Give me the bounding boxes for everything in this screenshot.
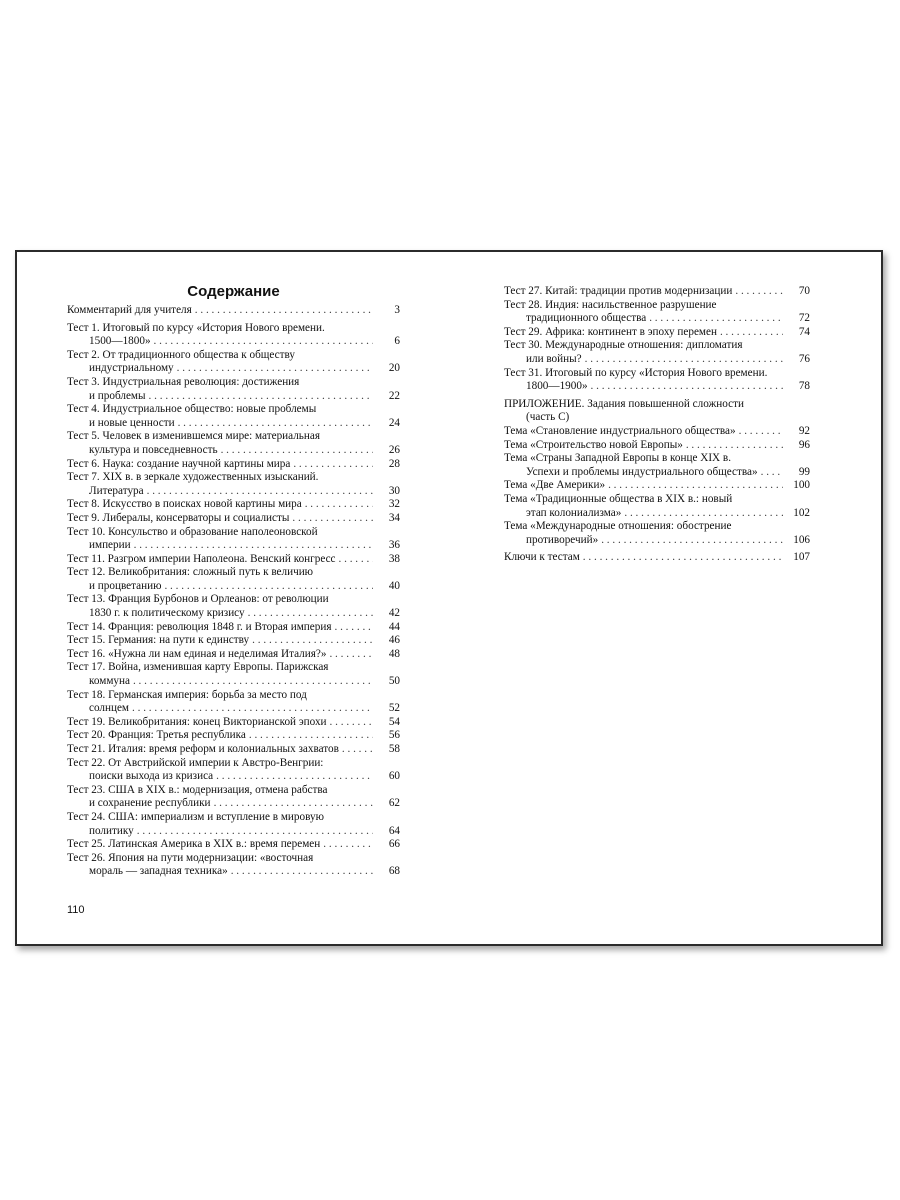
- toc-page-number: 74: [798, 325, 810, 338]
- toc-page-number: 107: [793, 551, 810, 564]
- dot-leader: [334, 621, 373, 635]
- toc-page-number: 44: [388, 620, 400, 633]
- toc-entry-text: солнцем: [89, 702, 130, 715]
- toc-entry-text: индустриальному: [89, 362, 174, 375]
- toc-page-number: 3: [394, 304, 400, 316]
- toc-entry-text: поиски выхода из кризиса: [89, 770, 214, 783]
- toc-page-number: 96: [798, 438, 810, 451]
- dot-leader: [323, 838, 373, 852]
- toc-entry-line: [67, 444, 400, 458]
- toc-entry-line: [67, 743, 400, 757]
- dot-leader: [585, 353, 783, 367]
- toc-entry: [67, 322, 400, 349]
- toc-entry: [67, 376, 400, 403]
- toc-entry-text: Тест 16. «Нужна ли нам единая и неделимая Италия?»: [67, 647, 327, 660]
- toc-page-number: 42: [388, 607, 400, 620]
- toc-page-number: 76: [798, 352, 810, 365]
- toc-page-number: 78: [798, 380, 810, 393]
- toc-entry-line: Тест 12. Великобритания: сложный путь к величию: [67, 566, 314, 579]
- dot-leader: [761, 466, 783, 480]
- toc-entry: [67, 784, 400, 811]
- toc-page-number: 24: [388, 416, 400, 429]
- toc-entry-line: Тест 5. Человек в изменившемся мире: материальная: [67, 430, 321, 443]
- dot-leader: [221, 444, 373, 458]
- toc-page-number: 6: [394, 335, 400, 348]
- dot-leader: [739, 425, 783, 439]
- toc-page-number: 56: [388, 729, 400, 742]
- toc-entry: [67, 498, 400, 512]
- dot-leader: [177, 362, 373, 376]
- page-title: Содержание: [187, 283, 280, 300]
- toc-entry-line: Тест 2. От традиционного общества к обществу: [67, 348, 295, 361]
- dot-leader: [164, 580, 373, 594]
- toc-entry-line: [67, 498, 400, 512]
- toc-entry: [504, 520, 810, 547]
- toc-entry-line: ПРИЛОЖЕНИЕ. Задания повышенной сложности: [504, 397, 744, 410]
- toc-entry-line: [67, 702, 400, 716]
- toc-entry-line: Тест 31. Итоговый по курсу «История Нового времени.: [504, 366, 768, 379]
- toc-page-number: 60: [388, 770, 400, 783]
- toc-page-number: 54: [388, 715, 400, 728]
- toc-page-number: 26: [388, 443, 400, 456]
- toc-entry-line: [67, 580, 400, 594]
- toc-entry-text: или войны?: [526, 352, 582, 365]
- toc-page-number: 50: [388, 675, 400, 688]
- toc-page-number: 72: [798, 312, 810, 325]
- dot-leader: [339, 553, 373, 567]
- toc-entry-line: Тема «Международные отношения: обострение: [504, 520, 732, 533]
- toc-entry: [504, 398, 810, 425]
- toc-entry-line: [67, 865, 400, 879]
- toc-entry-line: [67, 607, 400, 621]
- toc-page-number: 20: [388, 362, 400, 375]
- dot-leader: [249, 729, 373, 743]
- contents-left-column: [67, 282, 400, 879]
- toc-entry-text: этап колониализма»: [526, 506, 622, 519]
- dot-leader: [624, 507, 783, 521]
- dot-leader: [608, 479, 783, 493]
- dot-leader: [735, 285, 783, 299]
- toc-entry-text: Тема «Становление индустриального общества»: [504, 424, 736, 437]
- toc-entry-line: [504, 479, 810, 493]
- toc-entry: [504, 439, 810, 453]
- toc-page-number: 99: [798, 465, 810, 478]
- toc-entry: [67, 349, 400, 376]
- toc-entry-text: коммуна: [89, 675, 130, 688]
- toc-page-number: 62: [388, 797, 400, 810]
- toc-entry: [67, 689, 400, 716]
- toc-entry-text: Литература: [89, 484, 144, 497]
- toc-entry: [504, 367, 810, 394]
- toc-entry-line: [67, 634, 400, 648]
- toc-page-number: 22: [388, 389, 400, 402]
- dot-leader: [686, 439, 783, 453]
- toc-entry-line: [67, 675, 400, 689]
- toc-page-number: 38: [388, 552, 400, 565]
- toc-entry-text: 1830 г. к политическому кризису: [89, 607, 245, 620]
- toc-entry: [67, 593, 400, 620]
- toc-page-number: 70: [798, 285, 810, 297]
- toc-entry-line: Тест 22. От Австрийской империи к Австро-Венгрии:: [67, 756, 324, 769]
- toc-entry-line: [67, 553, 400, 567]
- toc-entry-text: Ключи к тестам: [504, 551, 580, 564]
- toc-entry-line: Тест 13. Франция Бурбонов и Орлеанов: от революции: [67, 593, 329, 606]
- toc-entry-text: Тема «Строительство новой Европы»: [504, 438, 683, 451]
- dot-leader: [330, 716, 373, 730]
- toc-entry: [67, 566, 400, 593]
- toc-entry-line: [67, 838, 400, 852]
- toc-entry-text: противоречий»: [526, 533, 599, 546]
- dot-leader: [216, 770, 373, 784]
- toc-entry-text: Тест 11. Разгром империи Наполеона. Венский конгресс: [67, 552, 336, 565]
- toc-entry-line: [67, 825, 400, 839]
- toc-entry: [504, 493, 810, 520]
- toc-entry-line: [504, 380, 810, 394]
- toc-entry-text: Тест 15. Германия: на пути к единству: [67, 634, 250, 647]
- toc-entry-line: Тест 17. Война, изменившая карту Европы. Парижская: [67, 661, 329, 674]
- toc-entry-text: Тема «Две Америки»: [504, 479, 606, 492]
- toc-entry-line: [67, 539, 400, 553]
- toc-page-number: 48: [388, 647, 400, 660]
- toc-entry-line: [67, 797, 400, 811]
- toc-entry-text: 1500—1800»: [89, 335, 151, 348]
- toc-entry-text: Тест 27. Китай: традиции против модернизации: [504, 285, 733, 297]
- toc-entry: [504, 425, 810, 439]
- dot-leader: [329, 648, 373, 662]
- toc-entry-line: [504, 312, 810, 326]
- toc-entry-line: [67, 512, 400, 526]
- dot-leader: [601, 534, 783, 548]
- toc-entry-text: мораль — западная техника»: [89, 865, 228, 878]
- dot-leader: [583, 551, 783, 565]
- toc-entry: [67, 852, 400, 879]
- toc-entry-text: политику: [89, 824, 134, 837]
- dot-leader: [231, 865, 373, 879]
- toc-entry-line: [67, 304, 400, 318]
- toc-entry-text: и проблемы: [89, 389, 146, 402]
- toc-page-number: 100: [793, 479, 810, 492]
- contents-right-column: [504, 285, 810, 565]
- toc-entry: [504, 339, 810, 366]
- toc-entry: [67, 403, 400, 430]
- dot-leader: [214, 797, 373, 811]
- toc-entry: [67, 729, 400, 743]
- toc-page-number: 52: [388, 702, 400, 715]
- page-number: 110: [67, 904, 85, 916]
- toc-entry-line: [504, 285, 810, 299]
- toc-entry-line: Тема «Страны Западной Европы в конце XIX в.: [504, 452, 732, 465]
- book-spread: [15, 250, 883, 946]
- toc-page-number: 66: [388, 838, 400, 851]
- toc-entry-text: Тест 25. Латинская Америка в XIX в.: время перемен: [67, 838, 321, 851]
- toc-page-number: 102: [793, 506, 810, 519]
- toc-entry-line: Тест 1. Итоговый по курсу «История Нового времени.: [67, 321, 325, 334]
- toc-entry-text: и процветанию: [89, 579, 162, 592]
- toc-entry-text: культура и повседневность: [89, 443, 218, 456]
- toc-entry: [67, 304, 400, 318]
- toc-page-number: 64: [388, 824, 400, 837]
- toc-entry-text: империи: [89, 539, 131, 552]
- toc-entry-text: Комментарий для учителя: [67, 304, 192, 316]
- dot-leader: [305, 498, 373, 512]
- toc-entry-line: Тест 30. Международные отношения: дипломатия: [504, 339, 743, 352]
- dot-leader: [252, 634, 373, 648]
- toc-entry-line: [67, 770, 400, 784]
- toc-entry-text: Тест 20. Франция: Третья республика: [67, 729, 246, 742]
- toc-entry-line: Тест 24. США: империализм и вступление в мировую: [67, 810, 324, 823]
- toc-entry: [67, 648, 400, 662]
- toc-page-number: 28: [388, 457, 400, 470]
- toc-entry: [67, 553, 400, 567]
- toc-entry: [504, 551, 810, 565]
- toc-page-number: 46: [388, 634, 400, 647]
- toc-entry-line: [504, 466, 810, 480]
- dot-leader: [149, 390, 373, 404]
- toc-entry: [67, 661, 400, 688]
- toc-entry: [67, 838, 400, 852]
- toc-entry-line: Тест 28. Индия: насильственное разрушение: [504, 298, 717, 311]
- toc-page-number: 30: [388, 484, 400, 497]
- dot-leader: [248, 607, 373, 621]
- toc-entry-line: [67, 362, 400, 376]
- toc-entry-text: традиционного общества: [526, 312, 647, 325]
- toc-page-number: 40: [388, 579, 400, 592]
- toc-entry: [67, 471, 400, 498]
- toc-entry-line: [504, 353, 810, 367]
- toc-entry-text: Тест 19. Великобритания: конец Викторианской эпохи: [67, 715, 327, 728]
- toc-entry: [67, 458, 400, 472]
- dot-leader: [137, 825, 373, 839]
- dot-leader: [154, 335, 373, 349]
- toc-entry-line: Тест 7. XIX в. в зеркале художественных изысканий.: [67, 471, 319, 484]
- toc-page-number: 34: [388, 511, 400, 524]
- toc-entry: [67, 526, 400, 553]
- toc-entry-line: [504, 439, 810, 453]
- toc-page-number: 106: [793, 533, 810, 546]
- dot-leader: [195, 304, 373, 318]
- toc-entry-text: Тест 8. Искусство в поисках новой картины мира: [67, 498, 302, 511]
- toc-page-number: 58: [388, 743, 400, 755]
- toc-entry: [504, 326, 810, 340]
- dot-leader: [132, 702, 373, 716]
- toc-page-number: 92: [798, 424, 810, 437]
- toc-entry-line: [504, 551, 810, 565]
- dot-leader: [342, 743, 373, 757]
- toc-entry-line: [504, 326, 810, 340]
- dot-leader: [147, 485, 373, 499]
- toc-entry-text: и новые ценности: [89, 416, 175, 429]
- dot-leader: [178, 417, 373, 431]
- dot-leader: [293, 458, 373, 472]
- toc-entry: [504, 452, 810, 479]
- toc-entry-line: [67, 485, 400, 499]
- toc-entry: [67, 811, 400, 838]
- toc-entry-text: Тест 21. Италия: время реформ и колониальных захватов: [67, 743, 339, 755]
- toc-entry: [504, 285, 810, 299]
- toc-entry: [67, 512, 400, 526]
- toc-entry-text: Тест 9. Либералы, консерваторы и социалисты: [67, 511, 290, 524]
- toc-entry-line: [67, 621, 400, 635]
- toc-entry-line: [67, 716, 400, 730]
- toc-entry: [67, 757, 400, 784]
- toc-page-number: 36: [388, 539, 400, 552]
- toc-entry-line: Тест 10. Консульство и образование наполеоновской: [67, 525, 318, 538]
- toc-entry-line: [67, 335, 400, 349]
- dot-leader: [720, 326, 783, 340]
- toc-entry-text: Успехи и проблемы индустриального общества»: [526, 465, 758, 478]
- toc-entry-text: Тест 14. Франция: революция 1848 г. и Вторая империя: [67, 620, 332, 633]
- toc-entry-line: (часть С): [526, 411, 570, 424]
- toc-entry-text: и сохранение республики: [89, 797, 211, 810]
- toc-list-right: [504, 285, 810, 565]
- toc-entry: [67, 743, 400, 757]
- dot-leader: [292, 512, 373, 526]
- toc-entry-line: [504, 534, 810, 548]
- toc-entry-line: [67, 458, 400, 472]
- toc-entry-line: [504, 425, 810, 439]
- toc-page-number: 68: [388, 865, 400, 878]
- toc-entry-line: [67, 417, 400, 431]
- toc-list-left: [67, 304, 400, 879]
- toc-page-number: 32: [388, 498, 400, 511]
- toc-entry-line: Тест 18. Германская империя: борьба за место под: [67, 688, 307, 701]
- toc-entry: [67, 634, 400, 648]
- toc-entry: [504, 299, 810, 326]
- toc-entry: [504, 479, 810, 493]
- toc-entry-line: Тест 23. США в XIX в.: модернизация, отмена рабства: [67, 783, 328, 796]
- toc-entry-text: 1800—1900»: [526, 380, 588, 393]
- toc-entry-line: [67, 648, 400, 662]
- toc-entry-line: Тест 26. Япония на пути модернизации: «восточная: [67, 851, 314, 864]
- toc-entry-line: Тема «Традиционные общества в XIX в.: новый: [504, 492, 733, 505]
- toc-entry-text: Тест 6. Наука: создание научной картины мира: [67, 457, 291, 470]
- toc-entry-line: [67, 390, 400, 404]
- toc-entry-line: [504, 507, 810, 521]
- toc-entry: [67, 621, 400, 635]
- toc-entry: [67, 716, 400, 730]
- toc-entry-line: Тест 3. Индустриальная революция: достижения: [67, 375, 300, 388]
- dot-leader: [649, 312, 783, 326]
- dot-leader: [591, 380, 783, 394]
- dot-leader: [134, 539, 373, 553]
- toc-entry-line: Тест 4. Индустриальное общество: новые проблемы: [67, 403, 317, 416]
- toc-entry-line: [67, 729, 400, 743]
- dot-leader: [133, 675, 373, 689]
- toc-entry: [67, 430, 400, 457]
- toc-entry-text: Тест 29. Африка: континент в эпоху перемен: [504, 325, 717, 338]
